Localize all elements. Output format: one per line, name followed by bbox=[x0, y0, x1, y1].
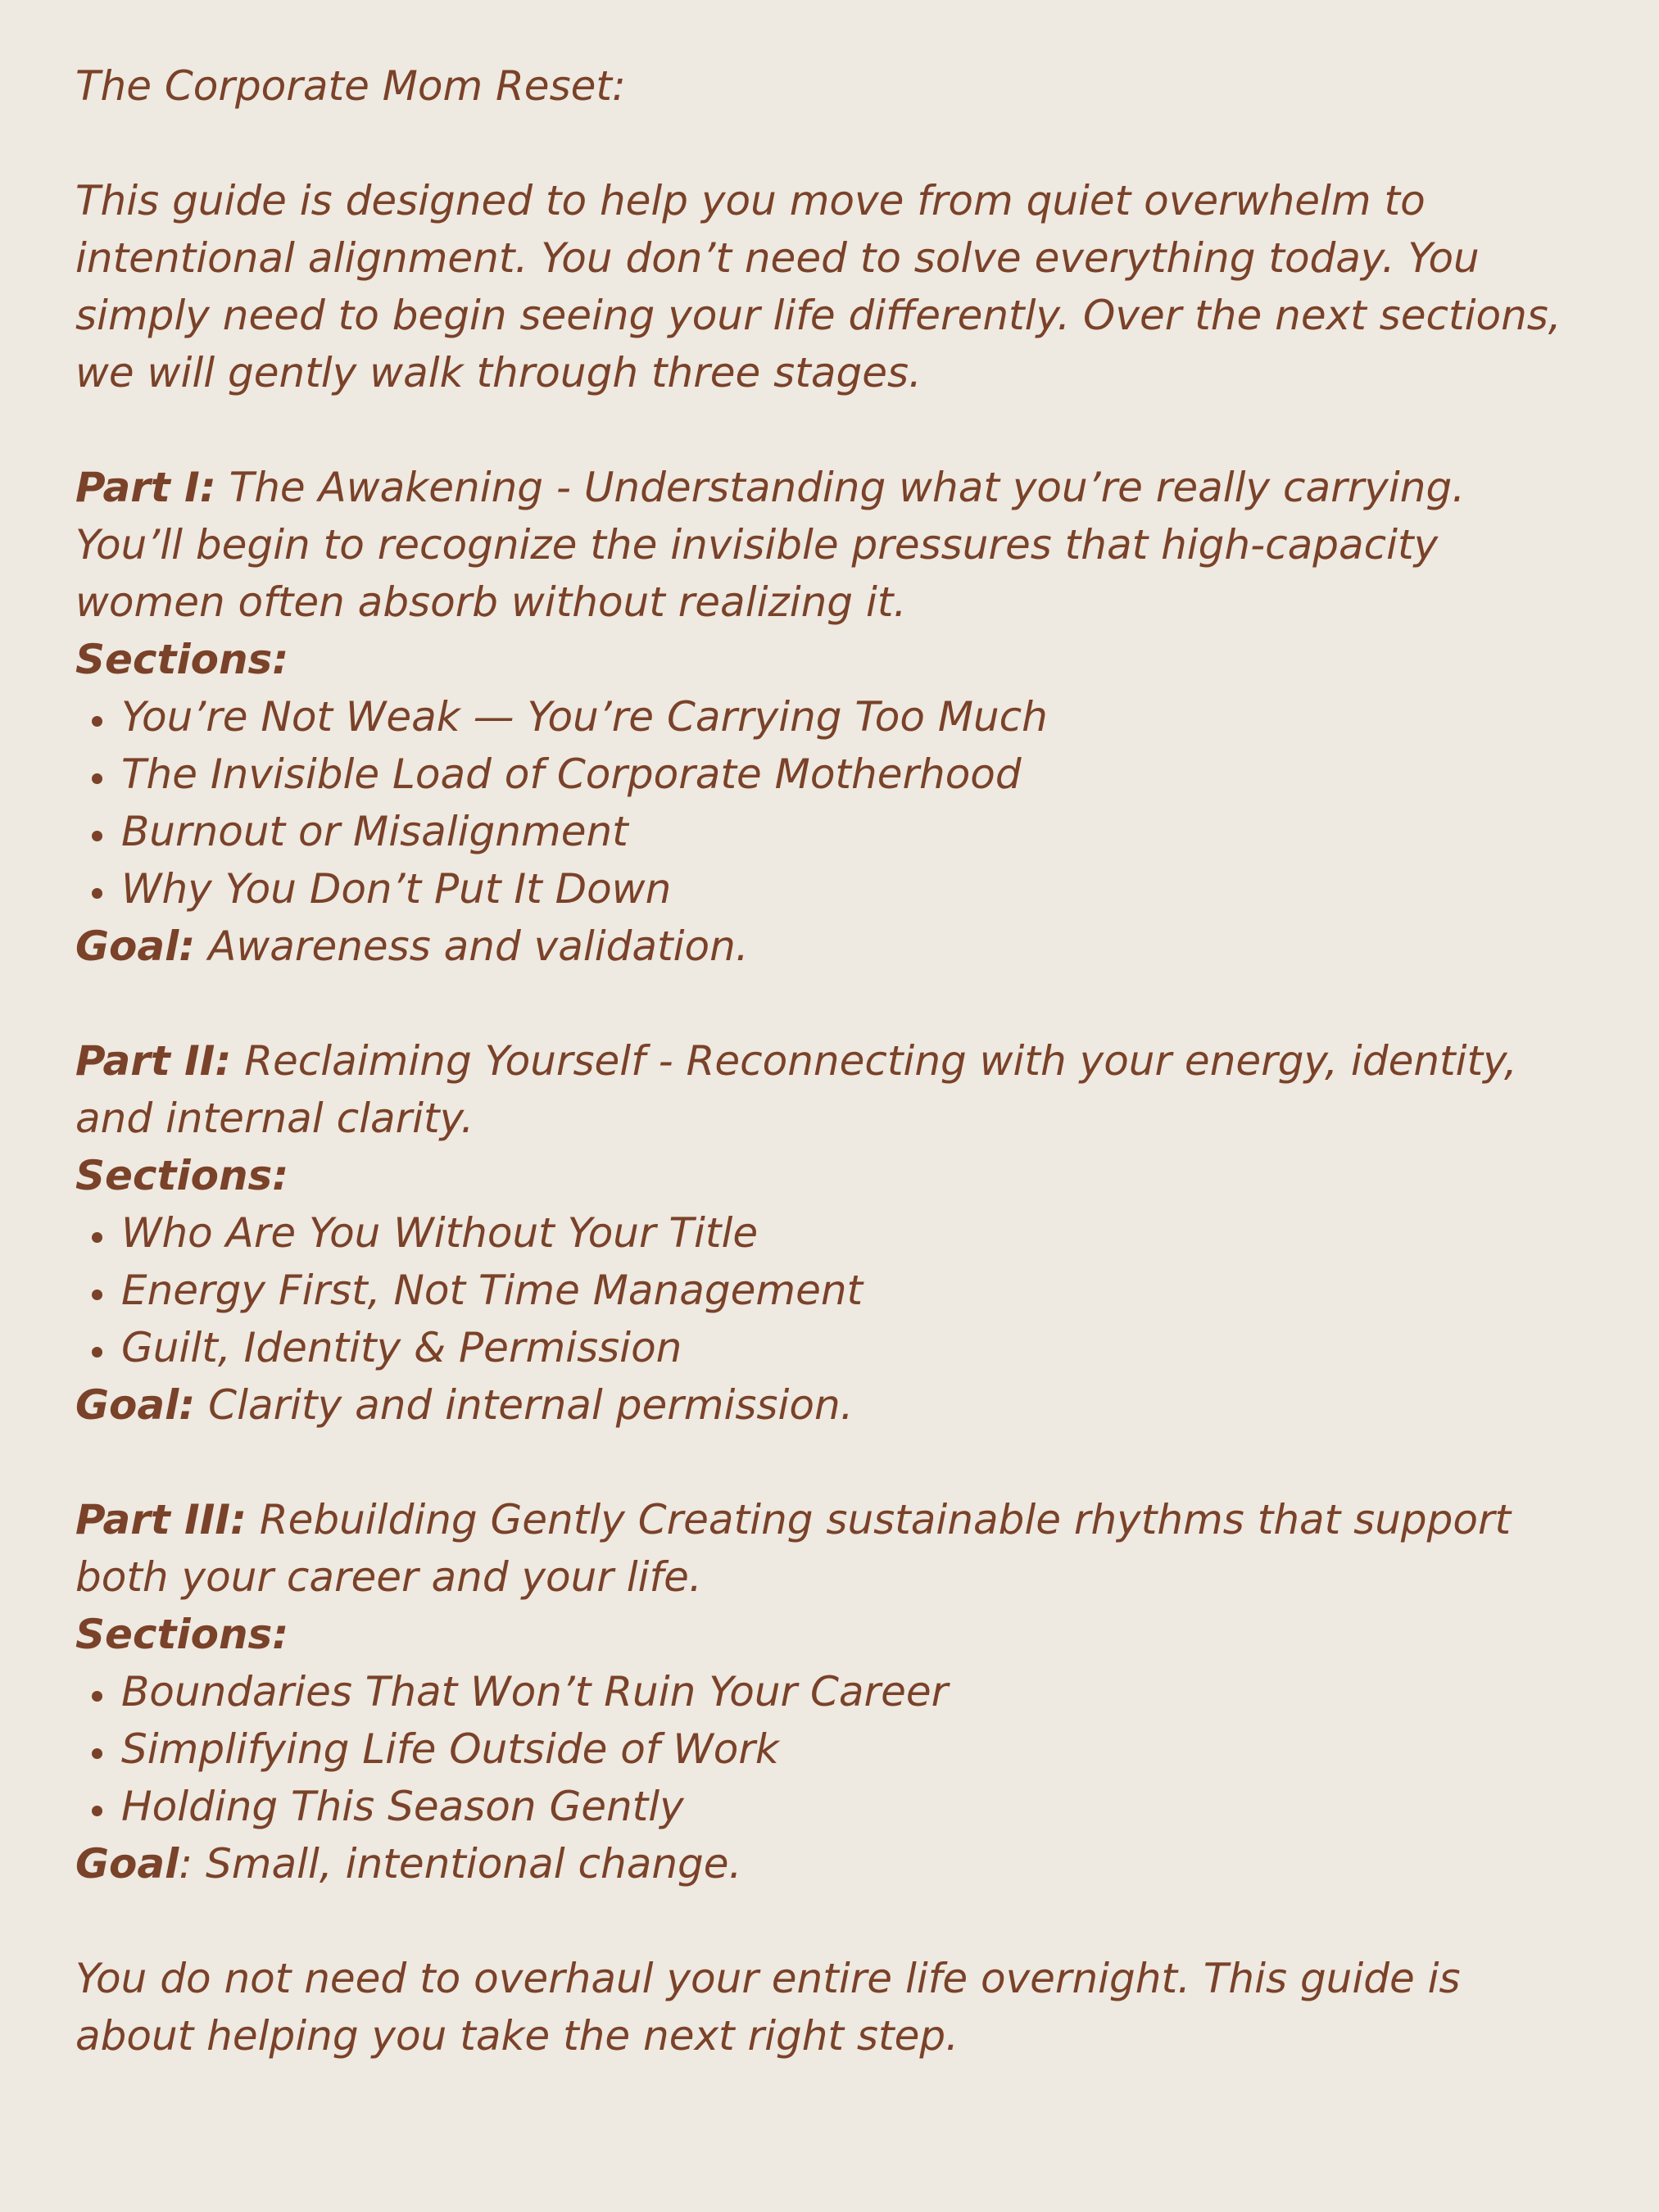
part-3-desc-line: both your career and your life. bbox=[75, 1553, 702, 1601]
list-item: Holding This Season Gently bbox=[75, 1778, 1659, 1835]
document-title: The Corporate Mom Reset: bbox=[75, 62, 626, 110]
intro-line: intentional alignment. You don’t need to solve everything today. You bbox=[75, 234, 1480, 282]
part-1-goal bbox=[75, 918, 1599, 975]
intro-paragraph bbox=[75, 172, 1599, 401]
part-1 bbox=[75, 459, 1659, 975]
spacer bbox=[75, 115, 1659, 172]
closing-line: You do not need to overhaul your entire life overnight. This guide is bbox=[75, 1955, 1461, 2002]
part-1-desc-line: You’ll begin to recognize the invisible pressures that high-capacity bbox=[75, 521, 1439, 569]
part-2-description bbox=[75, 1032, 1599, 1147]
part-3-goal bbox=[75, 1835, 1599, 1892]
part-3 bbox=[75, 1491, 1659, 1892]
goal-text: : Small, intentional change. bbox=[179, 1840, 742, 1888]
closing-paragraph bbox=[75, 1950, 1599, 2065]
part-3-sections-label: Sections: bbox=[75, 1611, 289, 1658]
part-3-desc-line: Rebuilding Gently Creating sustainable rhythms that support bbox=[246, 1496, 1512, 1543]
part-2 bbox=[75, 1032, 1659, 1434]
goal-text: Clarity and internal permission. bbox=[195, 1381, 854, 1429]
part-2-sections-list bbox=[75, 1204, 1659, 1376]
goal-text: Awareness and validation. bbox=[195, 922, 749, 970]
spacer bbox=[75, 1892, 1659, 1950]
part-2-sections-label: Sections: bbox=[75, 1152, 289, 1199]
goal-label: Goal: bbox=[75, 922, 196, 970]
intro-line: we will gently walk through three stages. bbox=[75, 349, 922, 397]
list-item: You’re Not Weak — You’re Carrying Too Much bbox=[75, 688, 1659, 746]
list-item: Burnout or Misalignment bbox=[75, 803, 1659, 860]
goal-label: Goal: bbox=[75, 1381, 196, 1429]
spacer bbox=[75, 1434, 1659, 1491]
part-3-sections-list bbox=[75, 1663, 1659, 1835]
list-item: Guilt, Identity & Permission bbox=[75, 1319, 1659, 1376]
list-item: Energy First, Not Time Management bbox=[75, 1262, 1659, 1319]
goal-label: Goal bbox=[75, 1840, 179, 1888]
closing-line: about helping you take the next right step. bbox=[75, 2012, 959, 2060]
list-item: Simplifying Life Outside of Work bbox=[75, 1720, 1659, 1778]
spacer bbox=[75, 401, 1659, 459]
list-item: The Invisible Load of Corporate Motherhood bbox=[75, 746, 1659, 803]
part-2-goal bbox=[75, 1376, 1599, 1434]
part-3-description bbox=[75, 1491, 1599, 1606]
part-1-desc-line: women often absorb without realizing it. bbox=[75, 578, 907, 626]
intro-line: This guide is designed to help you move from quiet overwhelm to bbox=[75, 177, 1426, 224]
intro-line: simply need to begin seeing your life differently. Over the next sections, bbox=[75, 292, 1562, 339]
part-1-sections-label: Sections: bbox=[75, 636, 289, 683]
part-1-desc-line: The Awakening - Understanding what you’re really carrying. bbox=[215, 464, 1466, 511]
spacer bbox=[75, 975, 1659, 1032]
list-item: Boundaries That Won’t Ruin Your Career bbox=[75, 1663, 1659, 1720]
part-2-label: Part II: bbox=[75, 1037, 232, 1085]
part-1-description bbox=[75, 459, 1599, 631]
part-2-desc-line: and internal clarity. bbox=[75, 1095, 474, 1142]
part-1-sections-list bbox=[75, 688, 1659, 918]
part-2-desc-line: Reclaiming Yourself - Reconnecting with your energy, identity, bbox=[231, 1037, 1517, 1085]
part-3-label: Part III: bbox=[75, 1496, 247, 1543]
list-item: Why You Don’t Put It Down bbox=[75, 860, 1659, 918]
list-item: Who Are You Without Your Title bbox=[75, 1204, 1659, 1262]
part-1-label: Part I: bbox=[75, 464, 216, 511]
